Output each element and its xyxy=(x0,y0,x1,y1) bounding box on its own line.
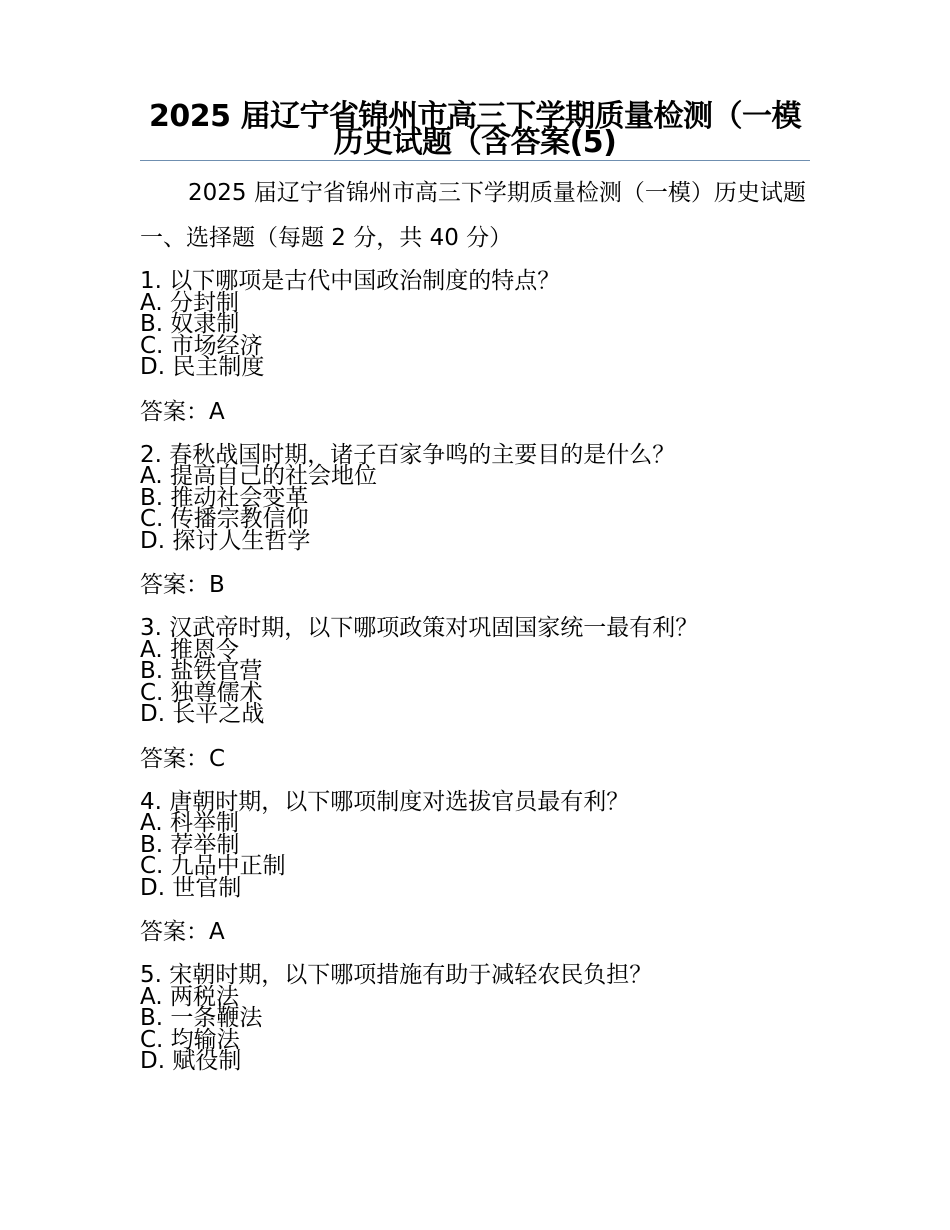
option-d: D. 赋役制 xyxy=(140,1048,242,1074)
option-d: D. 民主制度 xyxy=(140,354,265,380)
answer-4: 答案：A xyxy=(140,919,225,945)
option-b: B. 盐铁官营 xyxy=(140,658,263,684)
answer-3: 答案：C xyxy=(140,745,226,772)
option-c: C. 市场经济 xyxy=(140,332,263,359)
option-c: C. 传播宗教信仰 xyxy=(140,506,309,532)
intro-paragraph: 2025 届辽宁省锦州市高三下学期质量检测（一模）历史试题 xyxy=(188,180,806,206)
document-title: 2025 届辽宁省锦州市高三下学期质量检测（一模历史试题（含答案(5) xyxy=(149,99,801,160)
option-a: A. 科举制 xyxy=(140,810,239,836)
option-b: B. 一条鞭法 xyxy=(140,1005,263,1031)
title-divider xyxy=(140,160,810,161)
option-b: B. 推动社会变革 xyxy=(140,484,309,511)
option-d: D. 长平之战 xyxy=(140,701,265,727)
option-a: A. 两税法 xyxy=(140,983,239,1010)
question-stem: 5. 宋朝时期，以下哪项措施有助于减轻农民负担？ xyxy=(140,962,653,988)
option-b: B. 荐举制 xyxy=(140,831,240,858)
question-4 xyxy=(140,788,810,901)
question-stem: 1. 以下哪项是古代中国政治制度的特点？ xyxy=(140,268,561,294)
option-a: A. 分封制 xyxy=(140,289,239,316)
option-c: C. 独尊儒术 xyxy=(140,679,263,706)
section-heading: 一、选择题（每题 2 分，共 40 分） xyxy=(140,225,513,251)
question-stem: 2. 春秋战国时期，诸子百家争鸣的主要目的是什么？ xyxy=(140,441,676,468)
option-b: B. 奴隶制 xyxy=(140,311,240,337)
document-body xyxy=(140,181,810,1094)
option-c: C. 九品中正制 xyxy=(140,853,286,879)
option-d: D. 探讨人生哲学 xyxy=(140,527,311,554)
option-d: D. 世官制 xyxy=(140,874,242,901)
question-3 xyxy=(140,615,810,727)
answer-1: 答案：A xyxy=(140,398,225,425)
option-a: A. 推恩令 xyxy=(140,636,239,663)
question-2 xyxy=(140,441,810,554)
answer-2: 答案：B xyxy=(140,572,225,598)
question-stem: 4. 唐朝时期，以下哪项制度对选拔官员最有利？ xyxy=(140,788,630,815)
option-c: C. 均输法 xyxy=(140,1026,240,1053)
question-5 xyxy=(140,962,810,1074)
question-1 xyxy=(140,268,810,380)
option-a: A. 提高自己的社会地位 xyxy=(140,463,377,489)
question-stem: 3. 汉武帝时期，以下哪项政策对巩固国家统一最有利？ xyxy=(140,615,699,641)
